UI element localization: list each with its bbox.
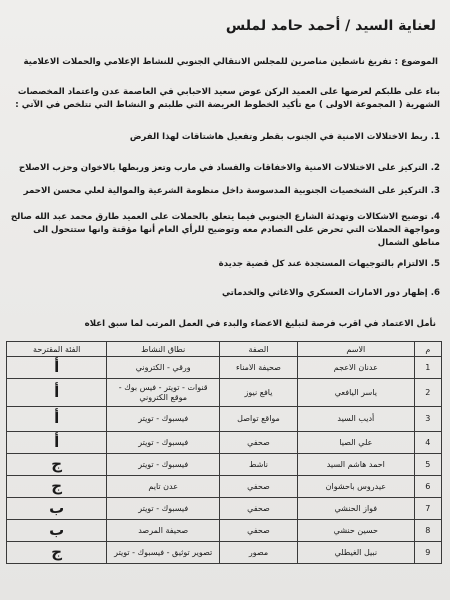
- table-row: [7, 520, 442, 542]
- row-scope: تصوير توثيق - فيسبوك - تويتر: [107, 542, 220, 564]
- row-capacity: مصور: [219, 542, 297, 564]
- page-title: لعناية السيد / أحمد حامد لملس: [225, 18, 436, 34]
- list-item-text: توضيح الاشكالات وتهدئة الشارع الجنوبي فيما يتعلق بالحملات على العميد طارق محمد عبد الله صالح ومواجهة الحملات التي تحرض على التصادم معه وتوضيح للرأي العام أنها مؤقتة وانها ستتحول الى مناطق الشمال: [10, 212, 440, 248]
- list-item: [8, 258, 440, 271]
- row-category: ج: [7, 476, 107, 498]
- table-row: [7, 476, 442, 498]
- list-item-number: 4.: [430, 212, 440, 222]
- row-number: 9: [414, 542, 441, 564]
- row-category: أ: [7, 357, 107, 379]
- list-item-text: التركيز على الاختلالات الامنية والاخفاقات والفساد في مارب وتعز وربطها بالاخوان وحزب الاصلاح: [18, 163, 428, 173]
- row-category: ب: [7, 498, 107, 520]
- list-item: [8, 162, 440, 175]
- row-scope: فيسبوك - تويتر: [107, 498, 220, 520]
- row-name: فواز الحنشي: [298, 498, 415, 520]
- row-number: 1: [414, 357, 441, 379]
- row-number: 7: [414, 498, 441, 520]
- row-scope: صحيفة المرصد: [107, 520, 220, 542]
- row-number: 4: [414, 432, 441, 454]
- table-row: [7, 454, 442, 476]
- table-row: [7, 379, 442, 407]
- list-item-number: 1.: [430, 132, 440, 142]
- list-item-number: 6.: [430, 288, 440, 298]
- header-name: الاسم: [298, 342, 415, 357]
- members-table: [6, 341, 442, 564]
- list-item: [8, 211, 440, 250]
- row-name: عيدروس باحشوان: [298, 476, 415, 498]
- table-row: [7, 407, 442, 432]
- list-item: [8, 185, 440, 198]
- list-item: [8, 287, 440, 300]
- list-item-number: 2.: [430, 163, 440, 173]
- row-name: حسين حنشي: [298, 520, 415, 542]
- table-row: [7, 432, 442, 454]
- list-item-number: 3.: [430, 186, 440, 196]
- header-scope: نطاق النشاط: [107, 342, 220, 357]
- row-scope: عدن تايم: [107, 476, 220, 498]
- row-category: ج: [7, 542, 107, 564]
- row-name: عدنان الاعجم: [298, 357, 415, 379]
- row-number: 3: [414, 407, 441, 432]
- row-capacity: صحيفة الامناء: [219, 357, 297, 379]
- list-item-text: التركيز على الشخصيات الجنوبية المدسوسة داخل منظومة الشرعية والموالية لعلي محسن الاحمر: [23, 186, 428, 196]
- row-name: ياسر اليافعي: [298, 379, 415, 407]
- list-item-number: 5.: [430, 259, 440, 269]
- row-scope: ورقي - الكتروني: [107, 357, 220, 379]
- row-category: أ: [7, 432, 107, 454]
- header-category: الفئة المقترحة: [7, 342, 107, 357]
- row-capacity: مواقع تواصل: [219, 407, 297, 432]
- row-scope: قنوات - تويتر - فيس بوك - موقع الكتروني: [107, 379, 220, 407]
- row-capacity: يافع نيوز: [219, 379, 297, 407]
- header-number: م: [414, 342, 441, 357]
- row-category: أ: [7, 407, 107, 432]
- row-name: احمد هاشم السيد: [298, 454, 415, 476]
- list-item: [8, 131, 440, 144]
- row-scope: فيسبوك - تويتر: [107, 454, 220, 476]
- list-item-text: إظهار دور الامارات العسكري والاغاثي والخدماتي: [221, 288, 428, 298]
- table-row: [7, 357, 442, 379]
- header-capacity: الصفة: [219, 342, 297, 357]
- row-capacity: ناشط: [219, 454, 297, 476]
- table-header-row: [7, 342, 442, 357]
- row-capacity: صحفي: [219, 498, 297, 520]
- row-capacity: صحفي: [219, 520, 297, 542]
- row-category: ب: [7, 520, 107, 542]
- row-number: 6: [414, 476, 441, 498]
- row-capacity: صحفي: [219, 432, 297, 454]
- table-row: [7, 542, 442, 564]
- closing-line: نأمل الاعتماد في اقرب فرصة لتبليغ الاعضاء والبدء في العمل المرتب لما سبق اعلاه: [84, 319, 436, 329]
- row-number: 2: [414, 379, 441, 407]
- row-number: 8: [414, 520, 441, 542]
- subject-line: الموضوع : تفريغ ناشطين مناصرين للمجلس الانتقالي الجنوبي للنشاط الإعلامي والحملات الاعلامية: [23, 57, 438, 67]
- intro-paragraph: بناء على طلبكم لعرضها على العميد الركن عوض سعيد الاحبابي في العاصمة عدن واعتماد المخصصات الشهرية ( المجموعة الاولى ) مع تأكيد الخطوط العريضة التي طلبتم و النشاط التي تتلخص في الآتي :: [15, 87, 440, 110]
- row-category: ج: [7, 454, 107, 476]
- row-name: أديب السيد: [298, 407, 415, 432]
- row-name: نبيل الغيطلي: [298, 542, 415, 564]
- row-scope: فيسبوك - تويتر: [107, 432, 220, 454]
- list-item-text: الالتزام بالتوجيهات المستجدة عند كل قضية جديدة: [218, 259, 428, 269]
- table-row: [7, 498, 442, 520]
- row-name: علي الصيا: [298, 432, 415, 454]
- row-capacity: صحفي: [219, 476, 297, 498]
- row-category: أ: [7, 379, 107, 407]
- row-scope: فيسبوك - تويتر: [107, 407, 220, 432]
- list-item-text: ربط الاختلالات الامنية في الجنوب بقطر وتفعيل هاشتاقات لهذا الفرض: [129, 132, 428, 142]
- row-number: 5: [414, 454, 441, 476]
